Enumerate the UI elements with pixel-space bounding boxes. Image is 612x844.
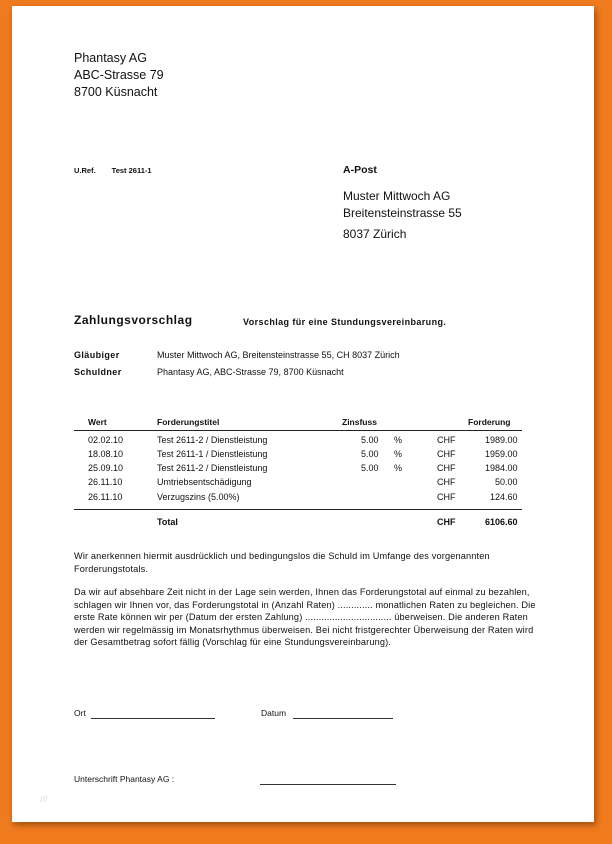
creditor-value: Muster Mittwoch AG, Breitensteinstrasse 55, CH 8037 Zürich (157, 350, 400, 360)
sender-name: Phantasy AG (74, 51, 147, 65)
row-date: 02.02.10 (88, 435, 124, 445)
total-label: Total (157, 517, 178, 527)
column-header-date: Wert (88, 417, 107, 427)
row-currency: CHF (437, 477, 456, 487)
reference-value: Test 2611-1 (111, 166, 152, 175)
row-date: 25.09.10 (88, 463, 124, 473)
sender-city: 8700 Küsnacht (74, 85, 158, 99)
debtor-label: Schuldner (74, 367, 122, 377)
row-title: Test 2611-1 / Dienstleistung (157, 449, 268, 459)
row-amount: 1959.00 (485, 449, 518, 459)
table-total-rule (74, 509, 522, 510)
row-amount: 1989.00 (485, 435, 518, 445)
row-amount: 50.00 (495, 477, 518, 487)
row-title: Verzugszins (5.00%) (157, 492, 240, 502)
place-line[interactable] (91, 718, 215, 719)
row-date: 18.08.10 (88, 449, 124, 459)
delivery-method: A-Post (343, 164, 377, 176)
row-currency: CHF (437, 435, 456, 445)
acknowledgement-paragraph: Wir anerkennen hiermit ausdrücklich und bedingungslos die Schuld im Umfange des vorgenannten Forderungstotals. (74, 551, 490, 574)
recipient-name: Muster Mittwoch AG (343, 189, 451, 203)
row-rate: 5.00 (361, 449, 379, 459)
document-page (12, 6, 594, 822)
row-title: Test 2611-2 / Dienstleistung (157, 463, 268, 473)
table-header-rule (74, 430, 522, 431)
total-currency: CHF (437, 517, 456, 527)
signature-label: Unterschrift Phantasy AG : (74, 774, 175, 784)
row-currency: CHF (437, 449, 456, 459)
row-title: Test 2611-2 / Dienstleistung (157, 435, 268, 445)
row-rate: 5.00 (361, 463, 379, 473)
recipient-address (343, 188, 462, 243)
creditor-label: Gläubiger (74, 350, 120, 360)
row-title: Umtriebsentschädigung (157, 477, 252, 487)
row-currency: CHF (437, 492, 456, 502)
row-percent: % (394, 449, 403, 459)
sender-street: ABC-Strasse 79 (74, 68, 164, 82)
row-percent: % (394, 463, 403, 473)
row-date: 26.11.10 (88, 492, 123, 502)
column-header-title: Forderungstitel (157, 417, 220, 427)
date-label: Datum (261, 708, 287, 718)
row-rate: 5.00 (361, 435, 379, 445)
document-subtitle: Vorschlag für eine Stundungsvereinbarung. (243, 317, 447, 327)
place-label: Ort (74, 708, 86, 718)
reference-label: U.Ref. (74, 166, 96, 175)
row-amount: 1984.00 (485, 463, 518, 473)
reference-line (74, 166, 152, 175)
document-title: Zahlungsvorschlag (74, 313, 193, 327)
recipient-street: Breitensteinstrasse 55 (343, 206, 462, 220)
row-date: 26.11.10 (88, 477, 123, 487)
row-currency: CHF (437, 463, 456, 473)
watermark: /// (40, 794, 48, 804)
row-percent: % (394, 435, 403, 445)
sender-address (74, 50, 164, 101)
column-header-amount: Forderung (468, 417, 511, 427)
row-amount: 124.60 (490, 492, 518, 502)
signature-line[interactable] (260, 784, 396, 785)
proposal-paragraph: Da wir auf absehbare Zeit nicht in der Lage sein werden, Ihnen das Forderungstotal auf einmal zu bezahlen, schlagen wir Ihnen vor, das Forderungstotal in (Anzahl Raten) ............. monatlichen Raten zu begleichen. Die erste Rate können wir per (Datum der ersten Zahlung) ................................ überweisen. Die anderen Raten werden wir regelmässig im Monatsrhythmus überweisen. Bei nicht fristgerechter Überweisung der Raten wird der Gesamtbetrag sofort fällig (Vorschlag für eine Stundungsvereinbarung). (74, 587, 536, 647)
recipient-city: 8037 Zürich (343, 227, 407, 241)
date-line[interactable] (293, 718, 393, 719)
debtor-value: Phantasy AG, ABC-Strasse 79, 8700 Küsnacht (157, 367, 344, 377)
total-amount: 6106.60 (485, 517, 518, 527)
column-header-rate: Zinsfuss (342, 417, 377, 427)
